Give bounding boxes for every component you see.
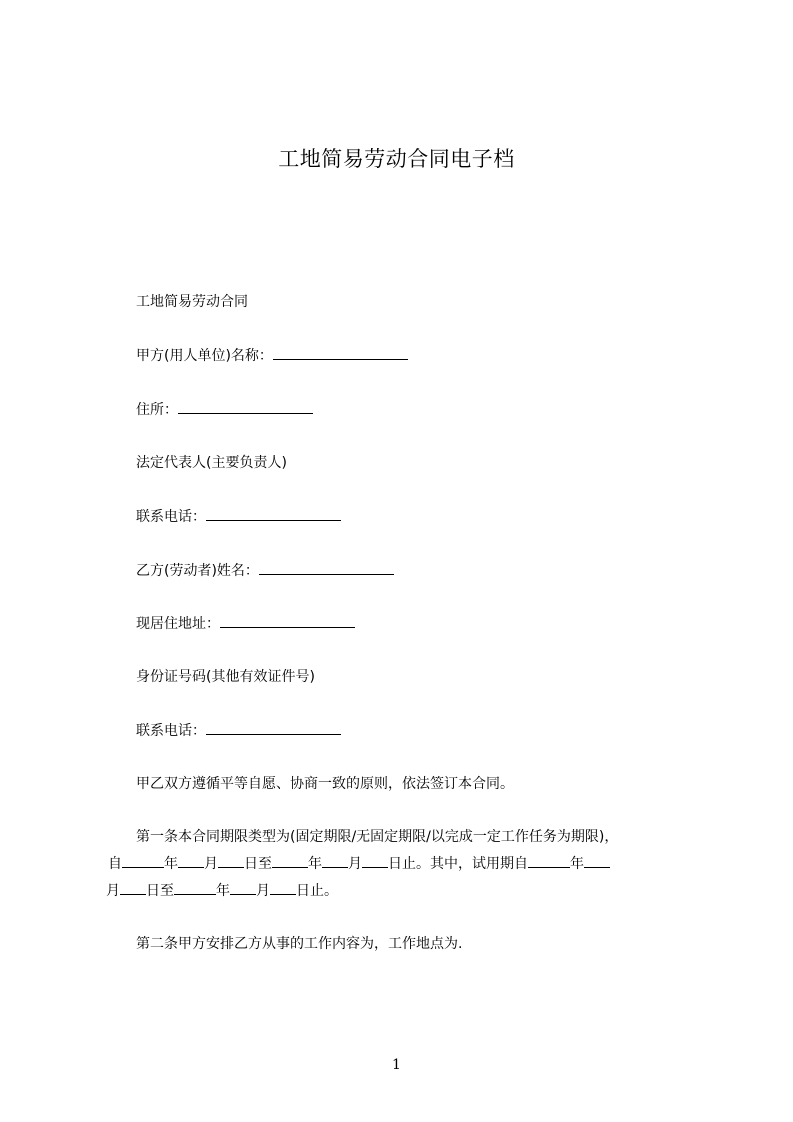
current-address-label: 现居住地址： — [136, 616, 220, 632]
current-address-row — [136, 613, 355, 633]
article1-text: 年 — [570, 856, 584, 872]
start-year-blank[interactable] — [122, 854, 164, 868]
phone-b-row — [136, 720, 341, 740]
end-month-blank[interactable] — [322, 854, 348, 868]
principle-paragraph: 甲乙双方遵循平等自愿、协商一致的原则，依法签订本合同。 — [136, 776, 514, 792]
legal-rep-label: 法定代表人(主要负责人) — [136, 455, 287, 471]
article1-text: 自 — [108, 856, 122, 872]
probation-start-month-blank[interactable] — [584, 854, 610, 868]
end-year-blank[interactable] — [272, 854, 308, 868]
party-b-name-label: 乙方(劳动者)姓名： — [136, 563, 259, 579]
end-day-blank[interactable] — [362, 854, 388, 868]
article1-text: 月 — [204, 856, 218, 872]
start-day-blank[interactable] — [218, 854, 244, 868]
article1-text: 日至 — [244, 856, 272, 872]
phone-b-label: 联系电话： — [136, 723, 206, 739]
probation-end-year-blank[interactable] — [174, 881, 216, 895]
phone-a-blank[interactable] — [206, 507, 341, 521]
party-a-name-row — [136, 345, 408, 365]
party-a-name-label: 甲方(用人单位)名称： — [136, 348, 273, 364]
phone-b-blank[interactable] — [206, 721, 341, 735]
article1-line3 — [106, 880, 338, 900]
article1-text: 月 — [256, 883, 270, 899]
probation-end-day-blank[interactable] — [270, 881, 296, 895]
article1-text: 年 — [216, 883, 230, 899]
probation-start-year-blank[interactable] — [528, 854, 570, 868]
start-month-blank[interactable] — [178, 854, 204, 868]
probation-start-day-blank[interactable] — [120, 881, 146, 895]
article1-text: 月 — [348, 856, 362, 872]
article1-text: 日止。 — [296, 883, 338, 899]
contract-heading: 工地简易劳动合同 — [136, 294, 248, 310]
address-blank[interactable] — [178, 400, 313, 414]
document-title: 工地简易劳动合同电子档 — [278, 147, 515, 171]
article1-text: 日止。其中，试用期自 — [388, 856, 528, 872]
article1-text: 年 — [308, 856, 322, 872]
page-number: 1 — [392, 1057, 401, 1073]
probation-end-month-blank[interactable] — [230, 881, 256, 895]
party-a-name-blank[interactable] — [273, 346, 408, 360]
phone-a-row — [136, 506, 341, 526]
party-b-name-row — [136, 560, 394, 580]
article1-text: 年 — [164, 856, 178, 872]
id-number-label: 身份证号码(其他有效证件号) — [136, 669, 315, 685]
address-row — [136, 399, 313, 419]
article1-text: 月 — [106, 883, 120, 899]
article1-line1: 第一条本合同期限类型为(固定期限/无固定期限/以完成一定工作任务为期限)， — [136, 829, 619, 845]
party-b-name-blank[interactable] — [259, 561, 394, 575]
article1-text: 日至 — [146, 883, 174, 899]
address-label: 住所： — [136, 402, 178, 418]
article2-paragraph: 第二条甲方安排乙方从事的工作内容为，工作地点为. — [136, 936, 463, 952]
article1-line2 — [108, 853, 610, 873]
current-address-blank[interactable] — [220, 614, 355, 628]
phone-a-label: 联系电话： — [136, 509, 206, 525]
